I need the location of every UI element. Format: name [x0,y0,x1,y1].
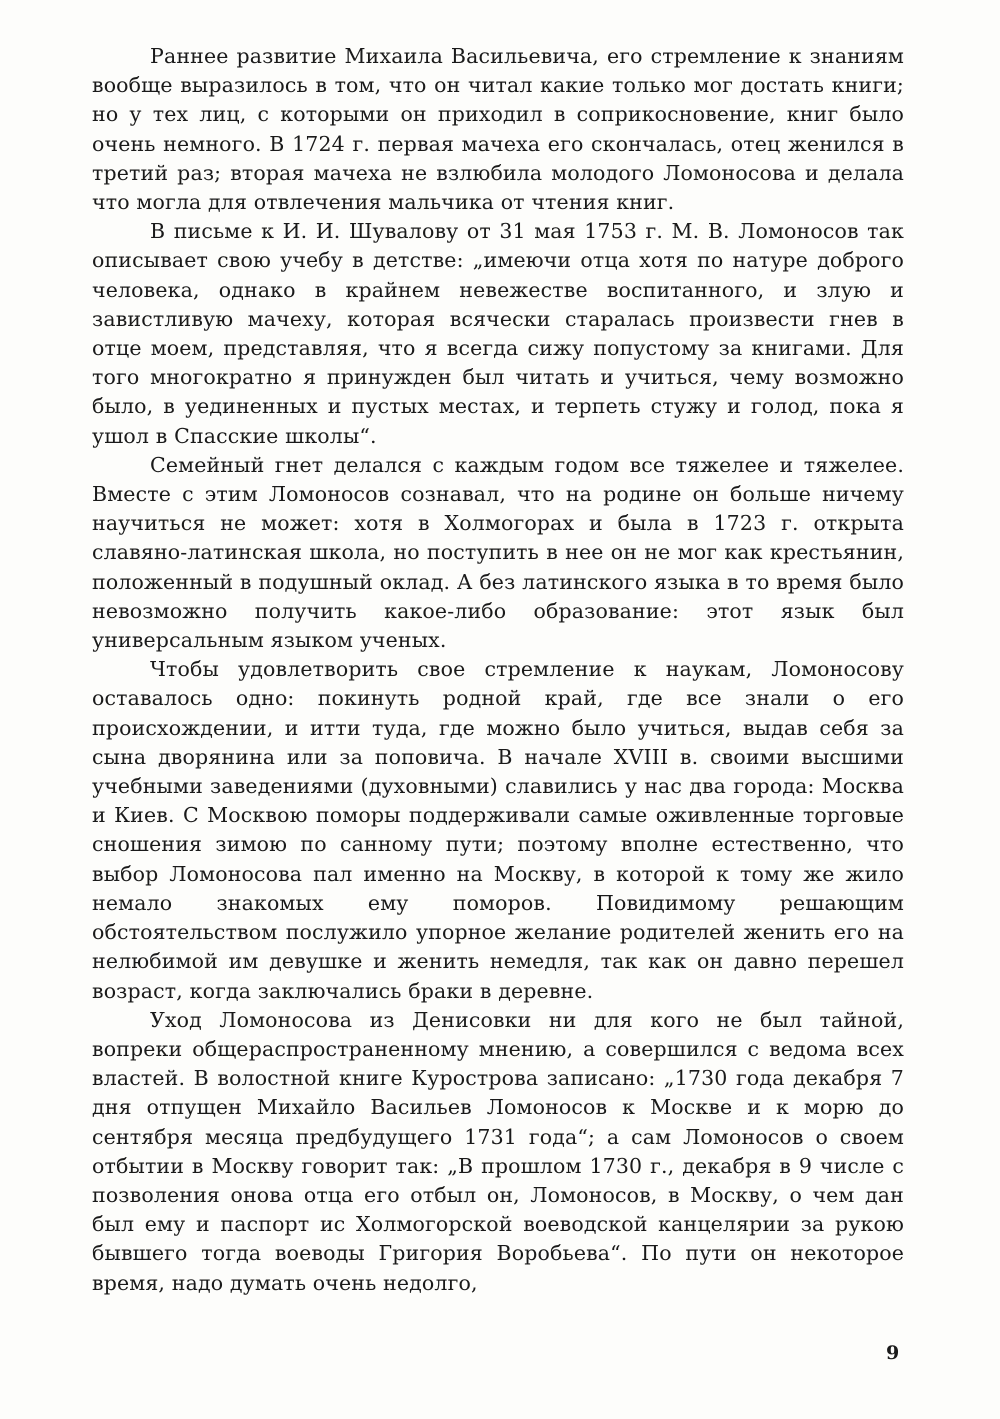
paragraph-4: Чтобы удовлетворить свое стремление к наукам, Ломоносову оставалось одно: покинуть родной край, где все знали о его происхождении, и итти туда, где можно было учиться, выдав себя за сына дворянина или за поповича. В начале XVIII в. своими высшими учебными заведениями (духовными) славились у нас два города: Москва и Киев. С Москвою поморы поддерживали самые оживленные торговые сношения зимою по санному пути; поэтому вполне естественно, что выбор Ломоносова пал именно на Москву, в которой к тому же жило немало знакомых ему поморов. Повидимому решающим обстоятельством послужило упорное желание родителей женить его на нелюбимой им девушке и женить немедля, так как он давно перешел возраст, когда заключались браки в деревне. [92,657,904,1003]
page-number: 9 [886,1342,900,1364]
body-text [92,42,904,1298]
paragraph-1: Раннее развитие Михаила Васильевича, его стремление к знаниям вообще выразилось в том, что он читал какие только мог достать книги; но у тех лиц, с которыми он приходил в соприкосновение, книг было очень немного. В 1724 г. первая мачеха его скончалась, отец женился в третий раз; вторая мачеха не взлюбила молодого Ломоносова и делала что могла для отвлечения мальчика от чтения книг. [92,44,904,215]
paragraph-3: Семейный гнет делался с каждым годом все тяжелее и тяжелее. Вместе с этим Ломоносов сознавал, что на родине он больше ничему научиться не может: хотя в Холмогорах и была в 1723 г. открыта славяно-латинская школа, но поступить в нее он не мог как крестьянин, положенный в подушный оклад. А без латинского языка в то время было невозможно получить какое-либо образование: этот язык был универсальным языком ученых. [92,452,904,653]
paragraph-5: Уход Ломоносова из Денисовки ни для кого не был тайной, вопреки общераспространенному мнению, а совершился с ведома всех властей. В волостной книге Курострова записано: „1730 года декабря 7 дня отпущен Михайло Васильев Ломоносов к Москве и к морю до сентября месяца предбудущего 1731 года“; а сам Ломоносов о своем отбытии в Москву говорит так: „В прошлом 1730 г., декабря в 9 числе с позволения онова отца его отбыл он, Ломоносов, в Москву, о чем дан был ему и паспорт ис Холмогорской воеводской канцелярии за рукою бывшего тогда воеводы Григория Воробьева“. По пути он некоторое время, надо думать очень недолго, [92,1007,904,1295]
paragraph-2: В письме к И. И. Шувалову от 31 мая 1753 г. М. В. Ломоносов так описывает свою учебу в детстве: „имеючи отца хотя по натуре доброго человека, однако в крайнем невежестве воспитанного, и злую и завистливую мачеху, которая всячески старалась произвести гнев в отце моем, представляя, что я всегда сижу попустому за книгами. Для того многократно я принужден был читать и учиться, чему возможно было, в уединенных и пустых местах, и терпеть стужу и голод, пока я ушол в Спасские школы“. [92,219,904,448]
